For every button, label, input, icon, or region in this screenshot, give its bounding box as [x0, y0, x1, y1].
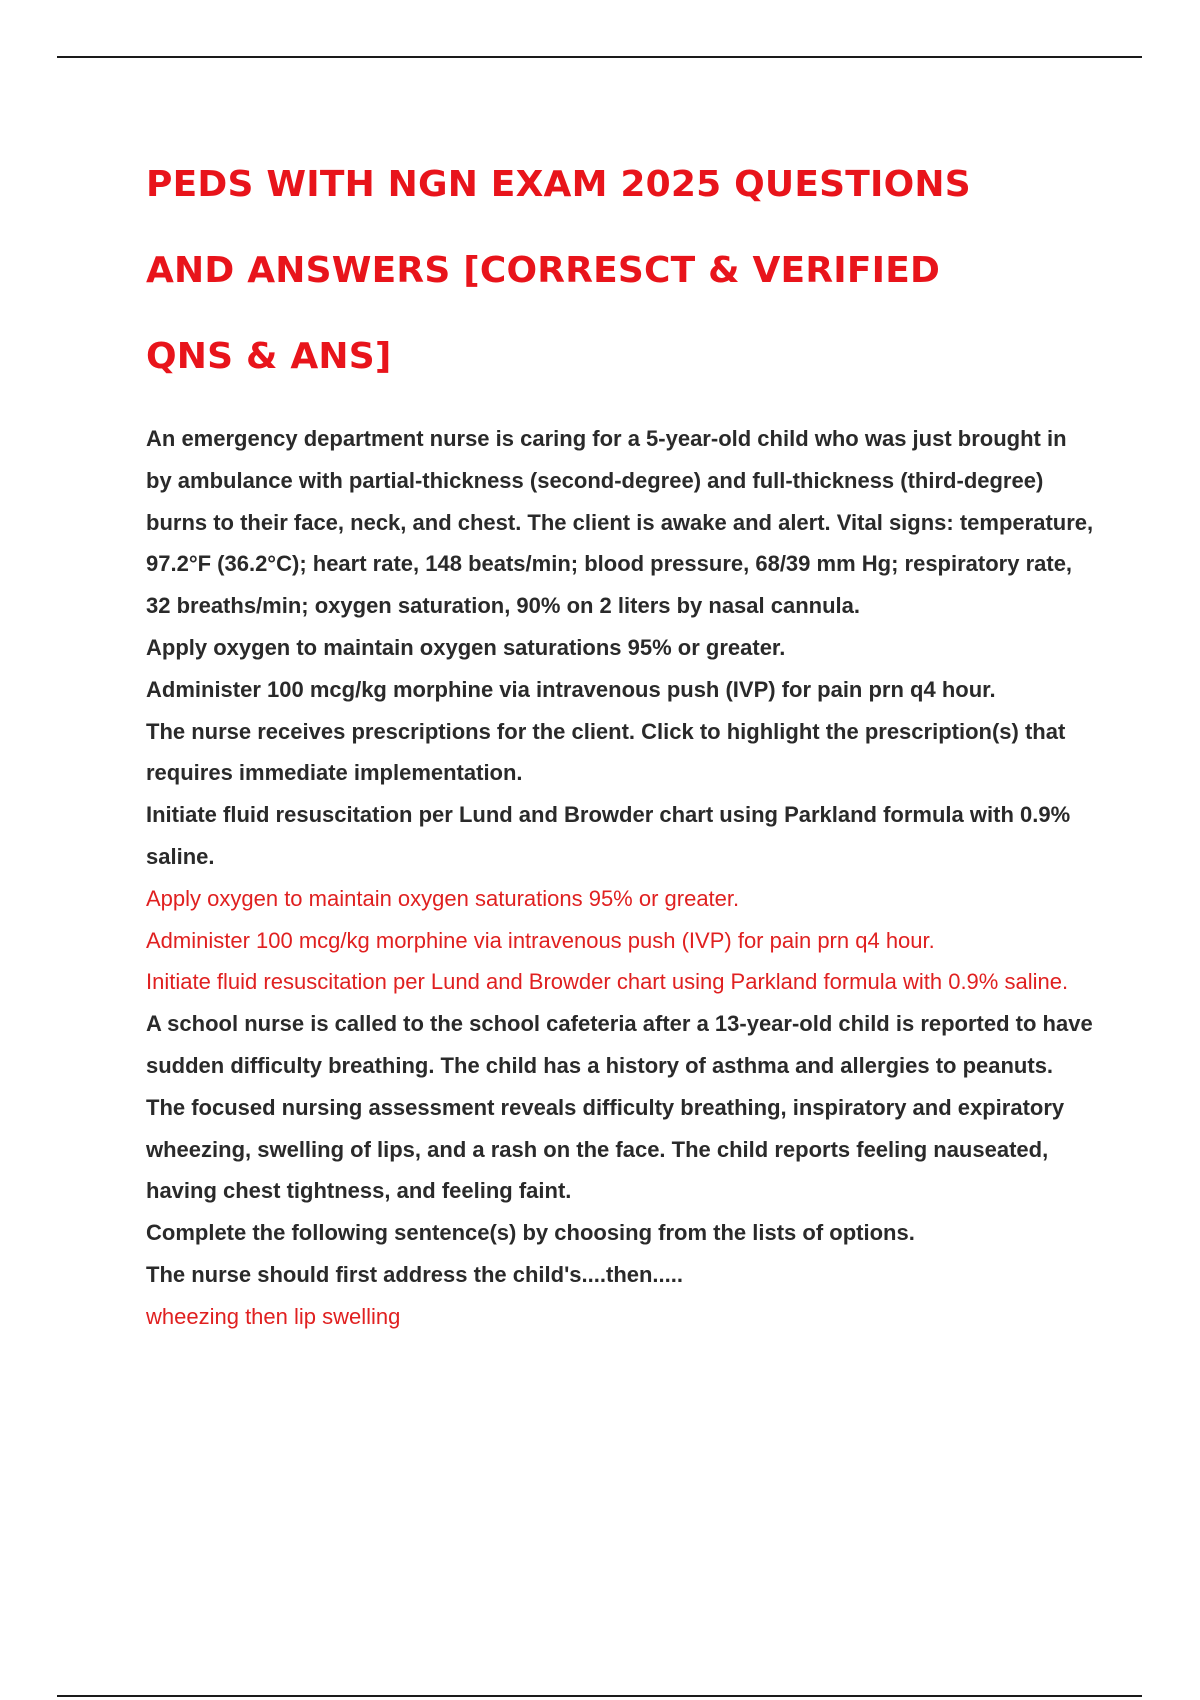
title-line-2: AND ANSWERS [CORRESCT & VERIFIED	[146, 250, 941, 291]
document-body	[146, 142, 1096, 1338]
question-block-2	[146, 1003, 1096, 1337]
question-block-1	[146, 418, 1096, 1003]
question-2-answer: wheezing then lip swelling	[146, 1303, 401, 1329]
question-1-option-oxygen: Apply oxygen to maintain oxygen saturations 95% or greater.	[146, 634, 786, 660]
question-1-answer-fluid: Initiate fluid resuscitation per Lund and Browder chart using Parkland formula with 0.9% saline.	[146, 969, 1069, 995]
question-2-prompt: The nurse should first address the child's....then.....	[146, 1261, 683, 1287]
title-line-1: PEDS WITH NGN EXAM 2025 QUESTIONS	[146, 164, 971, 205]
question-1-prompt: The nurse receives prescriptions for the client. Click to highlight the prescription(s) that requires immediate implementation.	[146, 718, 1066, 786]
document-title	[146, 142, 1096, 400]
top-divider	[57, 56, 1142, 58]
question-1-option-fluid: Initiate fluid resuscitation per Lund and Browder chart using Parkland formula with 0.9% saline.	[146, 802, 1071, 869]
title-line-3: QNS & ANS]	[146, 336, 392, 377]
question-1-answer-morphine: Administer 100 mcg/kg morphine via intravenous push (IVP) for pain prn q4 hour.	[146, 927, 935, 953]
question-1-option-morphine: Administer 100 mcg/kg morphine via intravenous push (IVP) for pain prn q4 hour.	[146, 676, 996, 702]
bottom-divider	[57, 1695, 1142, 1697]
question-2-instruction: Complete the following sentence(s) by choosing from the lists of options.	[146, 1220, 915, 1246]
question-2-stem: A school nurse is called to the school cafeteria after a 13-year-old child is reported to have sudden difficulty breathing. The child has a history of asthma and allergies to peanuts. The focused nursing assessment reveals difficulty breathing, inspiratory and expiratory wheezing, swelling of lips, and a rash on the face. The child reports feeling nauseated, having chest tightness, and feeling faint.	[146, 1011, 1093, 1204]
question-1-answer-oxygen: Apply oxygen to maintain oxygen saturations 95% or greater.	[146, 885, 740, 911]
question-1-stem: An emergency department nurse is caring for a 5-year-old child who was just brought in by ambulance with partial-thickness (second-degree) and full-thickness (third-degree) burns to their face, neck, and chest. The client is awake and alert. Vital signs: temperature, 97.2°F (36.2°C); heart rate, 148 beats/min; blood pressure, 68/39 mm Hg; respiratory rate, 32 breaths/min; oxygen saturation, 90% on 2 liters by nasal cannula.	[146, 426, 1094, 619]
